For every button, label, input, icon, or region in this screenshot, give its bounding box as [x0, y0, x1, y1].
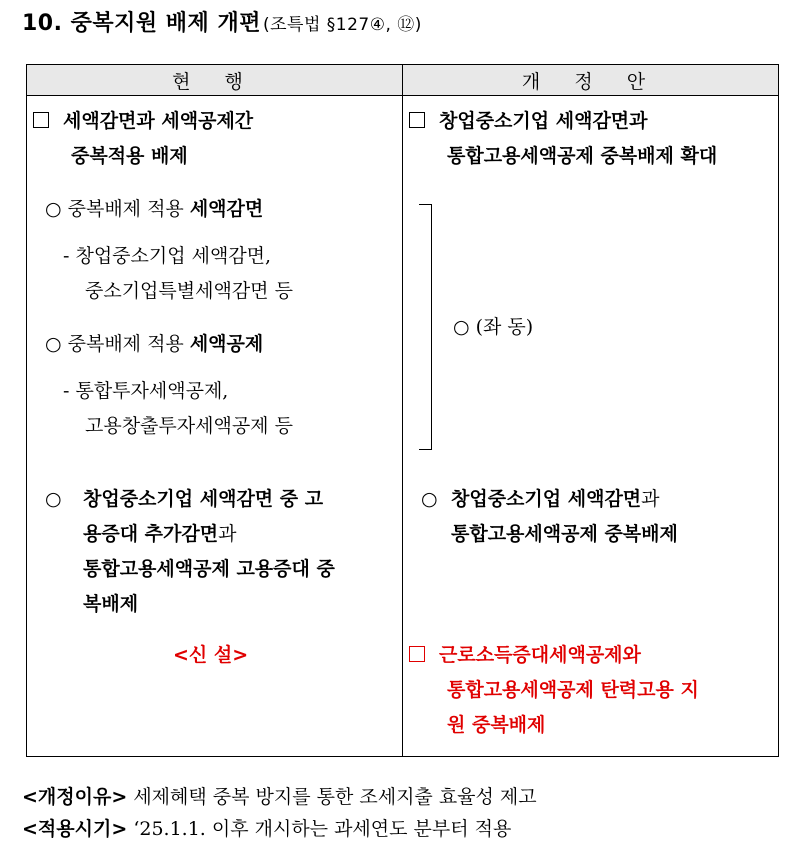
current-column: [27, 96, 403, 757]
checkbox-icon: [33, 112, 49, 128]
revised-bullet-3: ○ 창업중소기업 세액감면과 통합고용세액공제 중복배제: [421, 488, 678, 545]
current-dash-1: - 창업중소기업 세액감면, 중소기업특별세액감면 등: [63, 245, 293, 302]
checkbox-icon: [409, 646, 425, 662]
header-current: 현 행: [27, 65, 403, 96]
same-as-left: ○ (좌 동): [453, 316, 534, 338]
page-title: [22, 6, 422, 37]
revised-new-item: 근로소득증대세액공제와 통합고용세액공제 탄력고용 지 원 중복배제: [409, 638, 699, 743]
revised-column: [403, 96, 779, 757]
new-provision-label: <신 설>: [173, 644, 249, 666]
revised-item-1: 창업중소기업 세액감면과 통합고용세액공제 중복배제 확대: [409, 104, 717, 174]
title-law-reference: (조특법 §127④, ⑫): [262, 15, 422, 35]
header-revised: 개 정 안: [403, 65, 779, 96]
current-bullet-1: ○ 중복배제 적용 세액감면: [45, 198, 264, 220]
current-dash-2: - 통합투자세액공제, 고용창출투자세액공제 등: [63, 380, 293, 437]
bracket-divider: [419, 204, 432, 450]
title-main: 10. 중복지원 배제 개편: [22, 11, 261, 36]
checkbox-icon: [409, 112, 425, 128]
current-bullet-2: ○ 중복배제 적용 세액공제: [45, 333, 264, 355]
comparison-table: [26, 64, 779, 757]
footer-apply-date: <적용시기> ‘25.1.1. 이후 개시하는 과세연도 분부터 적용: [22, 818, 512, 840]
current-item-1: 세액감면과 세액공제간 중복적용 배제: [33, 104, 253, 174]
footer-reason: <개정이유> 세제혜택 중복 방지를 통한 조세지출 효율성 제고: [22, 786, 537, 808]
current-bullet-3: ○ 창업중소기업 세액감면 중 고 용증대 추가감면과 통합고용세액공제 고용증대 중 복배제: [45, 488, 335, 615]
